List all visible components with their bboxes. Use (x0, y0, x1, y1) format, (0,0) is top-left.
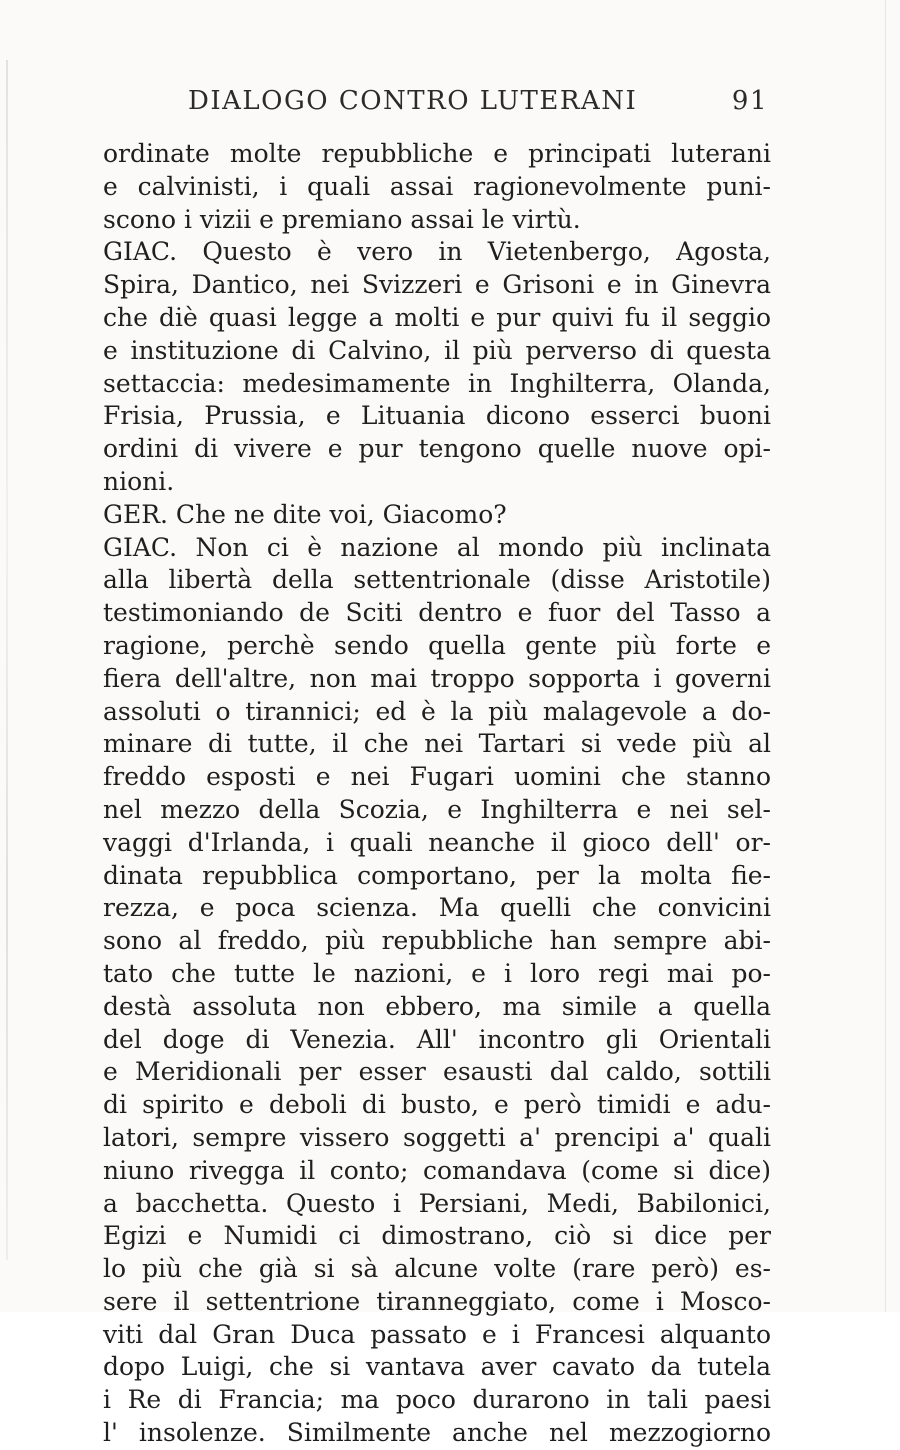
text-line: alla libertà della settentrionale (disse Aristotile) (103, 565, 771, 595)
text-line: testimoniando de Sciti dentro e fuor del Tasso a (103, 598, 771, 628)
text-line: viti dal Gran Duca passato e i Francesi alquanto (103, 1319, 771, 1349)
text-line: settaccia: medesimamente in Inghilterra, Olanda, (103, 368, 771, 398)
text-line: minare di tutte, il che nei Tartari si vede più al (103, 729, 771, 759)
text-line: dinata repubblica comportano, per la molta fie- (103, 860, 771, 890)
text-line: nel mezzo della Scozia, e Inghilterra e nei sel- (103, 794, 771, 824)
text-line: fiera dell'altre, non mai troppo sopporta i governi (103, 663, 771, 693)
text-line: del doge di Venezia. All' incontro gli Orientali (103, 1024, 771, 1054)
text-line: scono i vizii e premiano assai le virtù. (103, 204, 581, 234)
running-title: DIALOGO CONTRO LUTERANI (188, 86, 638, 116)
text-line: i Re di Francia; ma poco durarono in tali paesi (103, 1385, 771, 1415)
text-line: latori, sempre vissero soggetti a' prencipi a' quali (103, 1122, 771, 1152)
text-line: l' insolenze. Similmente anche nel mezzogiorno (103, 1418, 771, 1448)
text-line: e Meridionali per esser esausti dal caldo, sottili (103, 1057, 771, 1087)
text-line: ordini di vivere e pur tengono quelle nuove opi- (103, 434, 771, 464)
text-line: tato che tutte le nazioni, e i loro regi mai po- (103, 958, 771, 988)
text-line: Egizi e Numidi ci dimostrano, ciò si dice per (103, 1221, 771, 1251)
text-line: lo più che già si sà alcune volte (rare però) es- (103, 1254, 771, 1284)
text-line: GIAC. Non ci è nazione al mondo più inclinata (103, 532, 771, 562)
running-header (188, 86, 768, 122)
text-line: freddo esposti e nei Fugari uomini che stanno (103, 762, 771, 792)
scan-right-edge (885, 0, 886, 1312)
text-line: vaggi d'Irlanda, i quali neanche il gioco dell' or- (103, 827, 771, 857)
text-line: sono al freddo, più repubbliche han sempre abi- (103, 926, 771, 956)
text-line: Spira, Dantico, nei Svizzeri e Grisoni e in Ginevra (103, 270, 771, 300)
text-line: GIAC. Questo è vero in Vietenbergo, Agosta, (103, 237, 771, 267)
text-line: assoluti o tirannici; ed è la più malagevole a do- (103, 696, 771, 726)
text-line: GER. Che ne dite voi, Giacomo? (103, 499, 507, 529)
text-line: rezza, e poca scienza. Ma quelli che convicini (103, 893, 771, 923)
text-line: destà assoluta non ebbero, ma simile a quella (103, 991, 771, 1021)
body-text (103, 138, 771, 1450)
text-line: e instituzione di Calvino, il più perverso di questa (103, 335, 771, 365)
text-line: nioni. (103, 466, 175, 496)
text-line: a bacchetta. Questo i Persiani, Medi, Babilonici, (103, 1188, 771, 1218)
page-number: 91 (731, 86, 768, 116)
text-line: dopo Luigi, che si vantava aver cavato da tutela (103, 1352, 771, 1382)
text-line: che diè quasi legge a molti e pur quivi fu il seggio (103, 302, 771, 332)
text-line: niuno rivegga il conto; comandava (come si dice) (103, 1155, 771, 1185)
text-line: e calvinisti, i quali assai ragionevolmente puni- (103, 171, 771, 201)
text-line: di spirito e deboli di busto, e però timidi e adu- (103, 1090, 771, 1120)
text-line: sere il settentrione tiranneggiato, come i Mosco- (103, 1286, 771, 1316)
scan-edge-shadow (6, 60, 8, 1260)
text-line: ragione, perchè sendo quella gente più forte e (103, 630, 771, 660)
text-line: ordinate molte repubbliche e principati luterani (103, 139, 771, 168)
text-line: Frisia, Prussia, e Lituania dicono esserci buoni (103, 401, 771, 431)
